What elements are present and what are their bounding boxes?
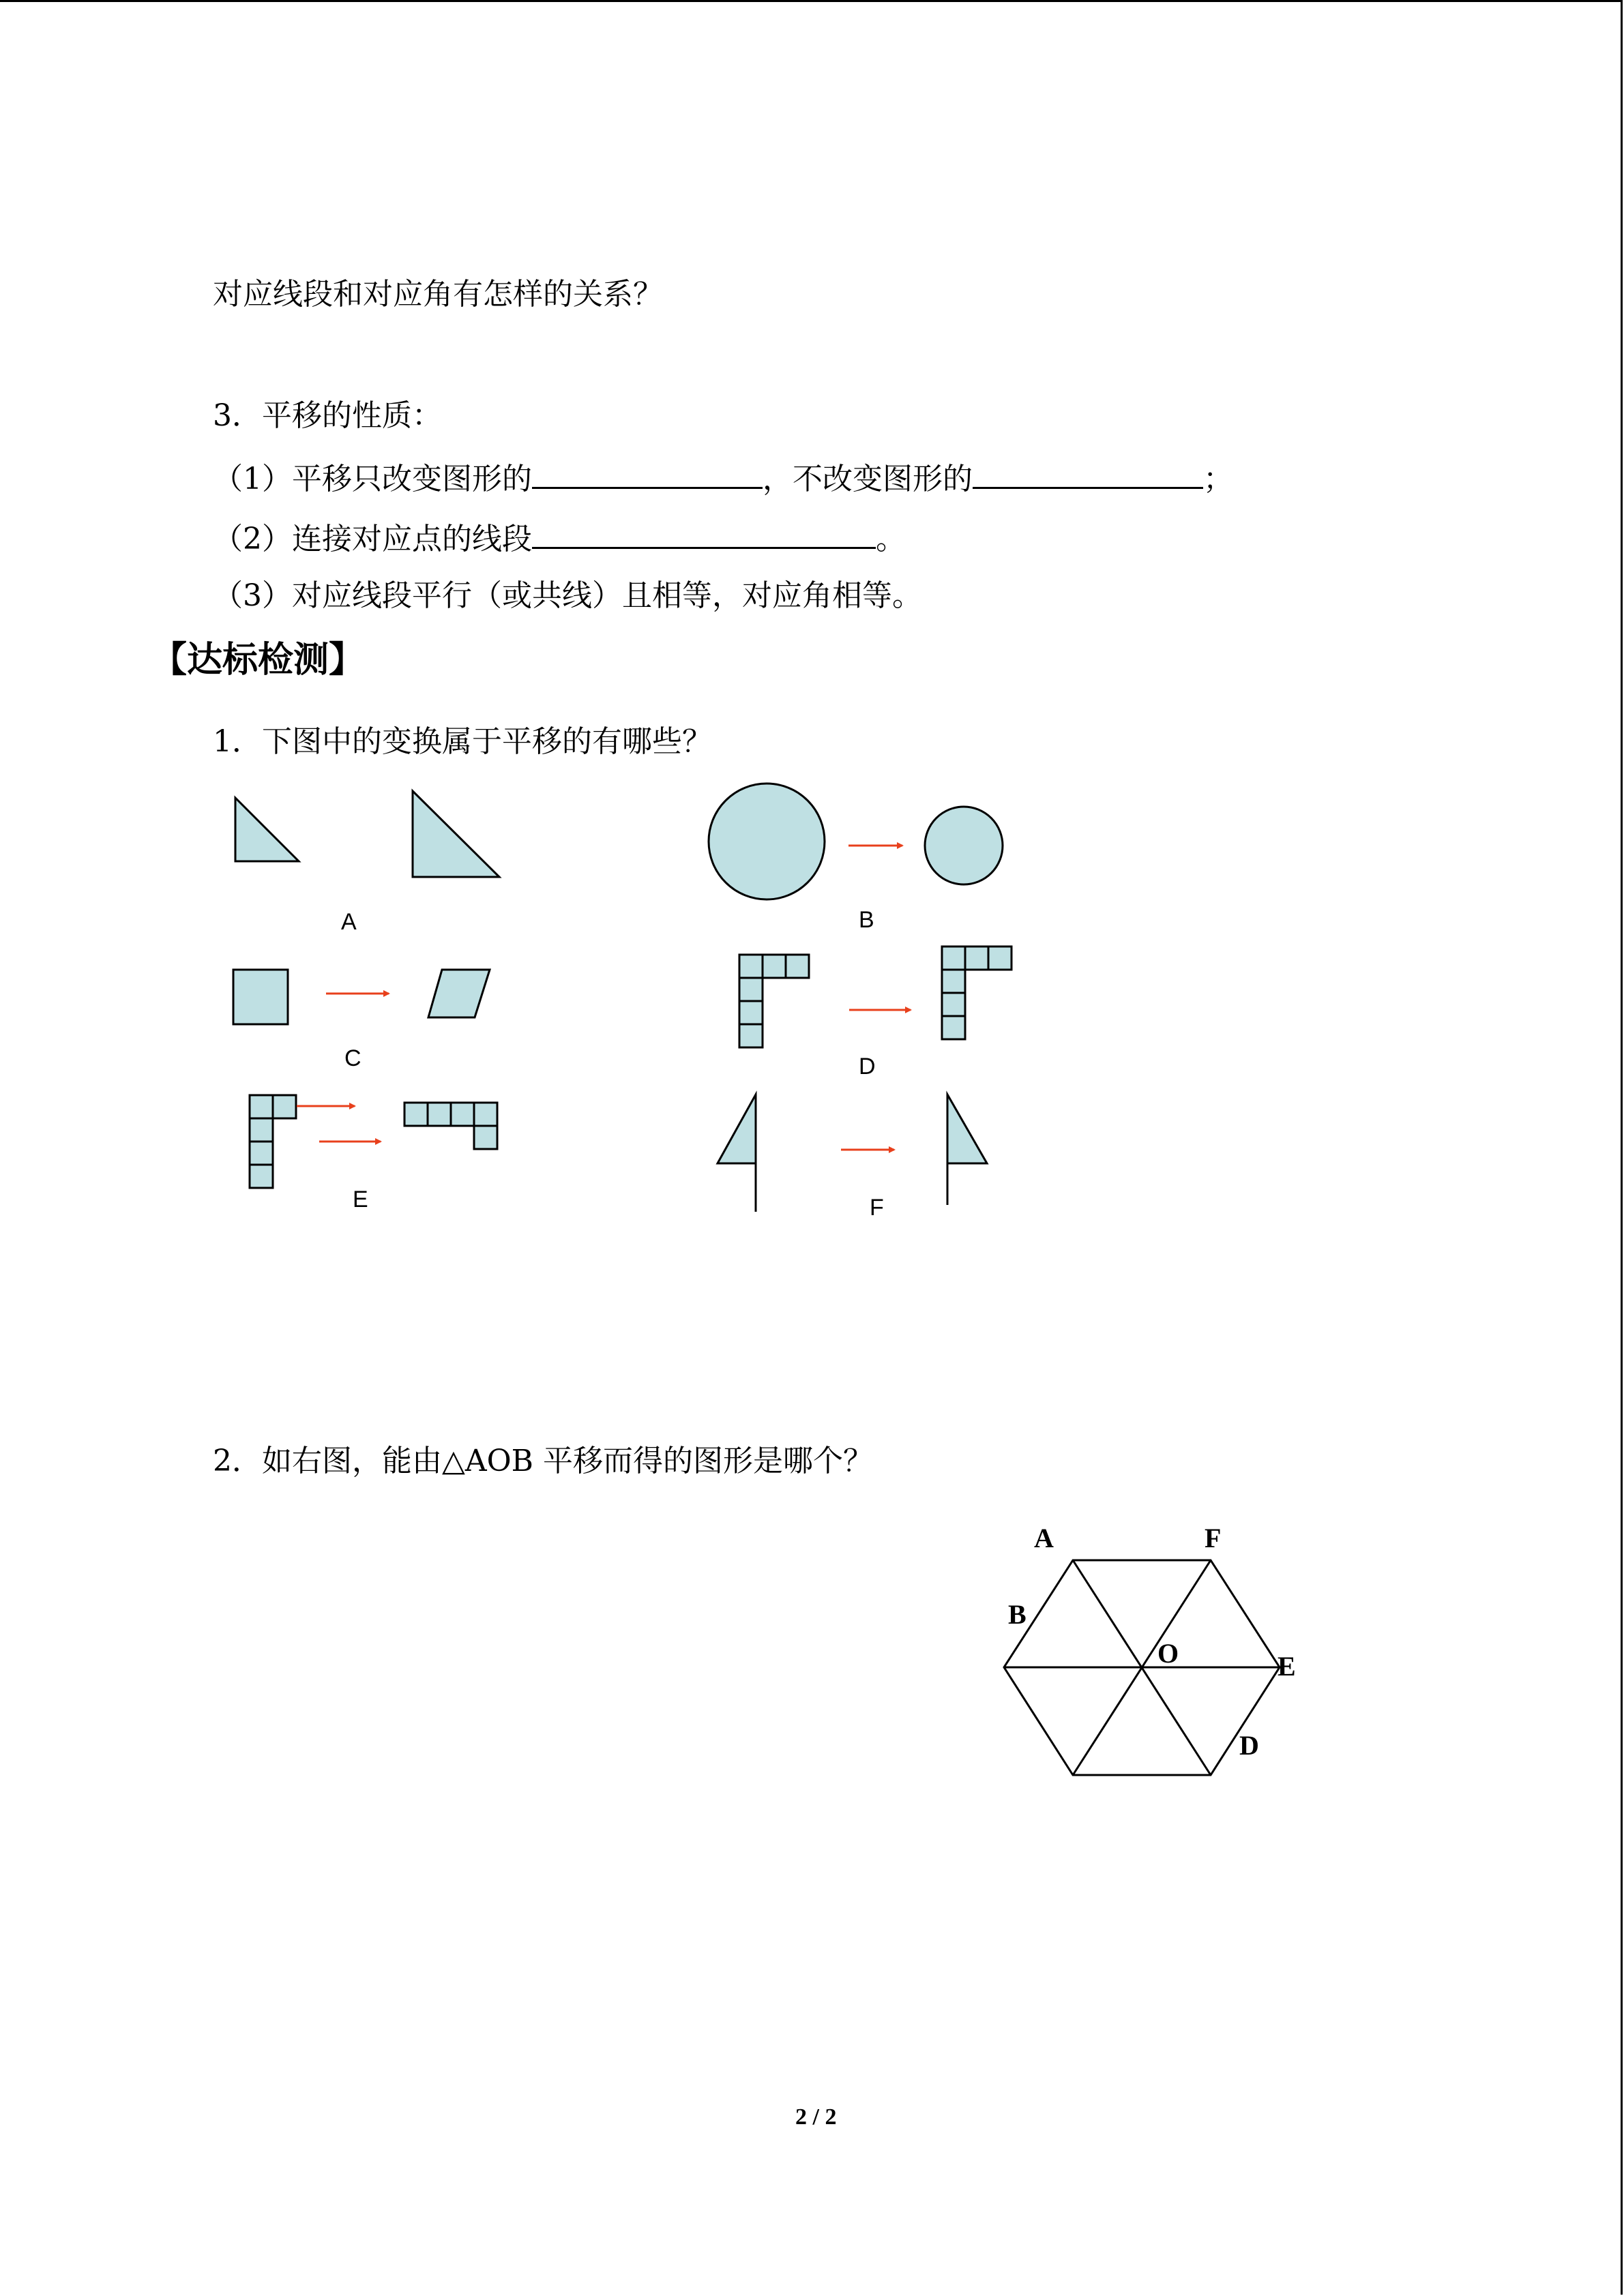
- figure-label-c: C: [344, 1045, 361, 1071]
- hex-label-e: E: [1278, 1651, 1296, 1682]
- property-title: 3．平移的性质：: [213, 398, 442, 433]
- figure-a-small-triangle: [235, 798, 299, 861]
- question-2: 2．如右图，能由△AOB 平移而得的图形是哪个？: [213, 1444, 873, 1478]
- hex-label-d: D: [1239, 1730, 1259, 1761]
- property-1-text-b: ，不改变图形的: [763, 462, 973, 496]
- page-number: 2 / 2: [795, 2104, 837, 2130]
- figure-b-large-circle: [709, 784, 825, 899]
- figure-label-b: B: [859, 907, 874, 933]
- property-2-text-b: 。: [876, 522, 906, 556]
- figure-b-small-circle: [925, 807, 1003, 884]
- property-3: （3）对应线段平行（或共线）且相等，对应角相等。: [213, 578, 922, 613]
- hex-label-f: F: [1205, 1523, 1222, 1553]
- figure-label-e: E: [353, 1187, 368, 1212]
- figure-a-large-triangle: [413, 791, 499, 877]
- figure-c-parallelogram: [428, 970, 490, 1017]
- hex-label-a: A: [1034, 1523, 1054, 1553]
- relation-question: 对应线段和对应角有怎样的关系？: [213, 277, 663, 312]
- figure-e-right-shape: [404, 1103, 497, 1149]
- hex-label-b: B: [1008, 1599, 1027, 1630]
- figure-f-left-flag: [718, 1094, 756, 1163]
- property-2-text-a: （2）连接对应点的线段: [213, 522, 532, 556]
- figure-label-d: D: [859, 1054, 876, 1079]
- property-1-text-a: （1）平移只改变图形的: [213, 462, 532, 496]
- figure-c-square: [233, 970, 288, 1024]
- hexagon-figure: [1004, 1560, 1280, 1775]
- figure-f-right-flag: [947, 1094, 987, 1163]
- figure-d-right-l-shape: [942, 946, 1012, 1039]
- figure-e-left-l-shape: [250, 1095, 296, 1188]
- figure-d-left-l-shape: [739, 955, 809, 1047]
- section-heading: 【达标检测】: [151, 640, 365, 681]
- figure-label-a: A: [341, 909, 357, 935]
- hex-label-o: O: [1157, 1638, 1179, 1669]
- question-1: 1．下图中的变换属于平移的有哪些？: [213, 724, 712, 759]
- property-1-text-c: ；: [1203, 462, 1233, 496]
- figure-label-f: F: [870, 1195, 884, 1221]
